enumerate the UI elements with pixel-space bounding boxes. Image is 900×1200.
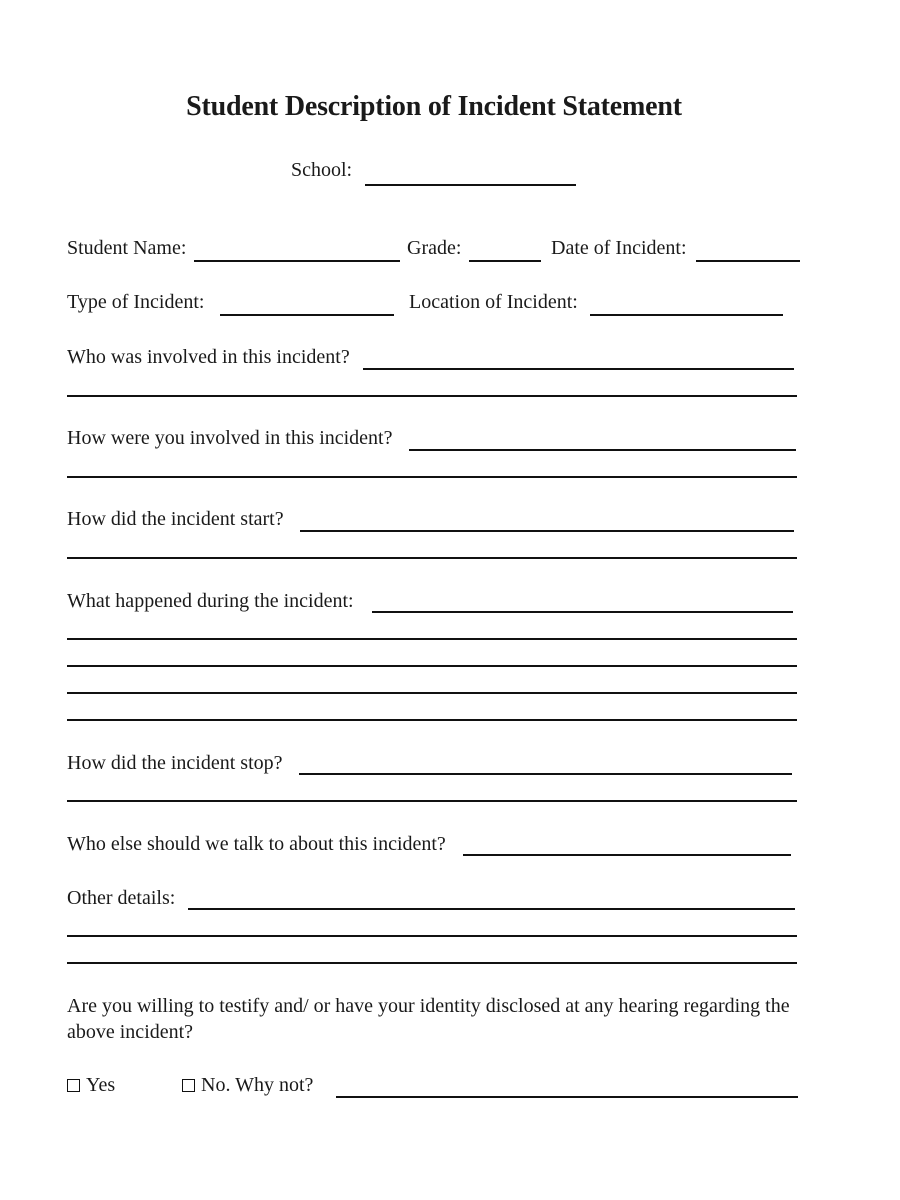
location-of-incident-label: Location of Incident: xyxy=(409,291,578,313)
how-stop-input-line-2[interactable] xyxy=(67,800,797,802)
no-label: No. Why not? xyxy=(201,1074,314,1096)
type-of-incident-label: Type of Incident: xyxy=(67,291,205,313)
how-you-involved-label: How were you involved in this incident? xyxy=(67,427,393,449)
student-name-label: Student Name: xyxy=(67,237,187,259)
location-of-incident-input-line[interactable] xyxy=(590,314,783,316)
grade-input-line[interactable] xyxy=(469,260,541,262)
how-stop-input-line[interactable] xyxy=(299,773,792,775)
grade-label: Grade: xyxy=(407,237,462,259)
other-details-input-line-2[interactable] xyxy=(67,935,797,937)
date-of-incident-input-line[interactable] xyxy=(696,260,800,262)
other-details-label: Other details: xyxy=(67,887,176,909)
what-happened-input-line-4[interactable] xyxy=(67,692,797,694)
what-happened-label: What happened during the incident: xyxy=(67,590,354,612)
what-happened-input-line-3[interactable] xyxy=(67,665,797,667)
testify-question: Are you willing to testify and/ or have your identity disclosed at any hearing regarding the above incident? xyxy=(67,995,790,1043)
type-of-incident-input-line[interactable] xyxy=(220,314,394,316)
how-start-label: How did the incident start? xyxy=(67,508,284,530)
what-happened-input-line[interactable] xyxy=(372,611,793,613)
how-stop-label: How did the incident stop? xyxy=(67,752,283,774)
what-happened-input-line-5[interactable] xyxy=(67,719,797,721)
who-else-label: Who else should we talk to about this incident? xyxy=(67,833,446,855)
who-involved-label: Who was involved in this incident? xyxy=(67,346,350,368)
school-input-line[interactable] xyxy=(365,184,576,186)
date-of-incident-label: Date of Incident: xyxy=(551,237,687,259)
how-start-input-line-2[interactable] xyxy=(67,557,797,559)
no-option[interactable] xyxy=(182,1073,313,1097)
how-you-involved-input-line-2[interactable] xyxy=(67,476,797,478)
how-start-input-line[interactable] xyxy=(300,530,794,532)
form-title: Student Description of Incident Statement xyxy=(186,91,682,122)
other-details-input-line[interactable] xyxy=(188,908,795,910)
student-name-input-line[interactable] xyxy=(194,260,400,262)
no-checkbox[interactable] xyxy=(182,1079,195,1092)
school-label: School: xyxy=(291,159,353,181)
yes-option[interactable] xyxy=(67,1073,115,1097)
who-involved-input-line-2[interactable] xyxy=(67,395,797,397)
yes-label: Yes xyxy=(86,1074,116,1096)
other-details-input-line-3[interactable] xyxy=(67,962,797,964)
why-not-input-line[interactable] xyxy=(336,1096,798,1098)
what-happened-input-line-2[interactable] xyxy=(67,638,797,640)
how-you-involved-input-line[interactable] xyxy=(409,449,796,451)
who-else-input-line[interactable] xyxy=(463,854,791,856)
who-involved-input-line[interactable] xyxy=(363,368,794,370)
yes-checkbox[interactable] xyxy=(67,1079,80,1092)
